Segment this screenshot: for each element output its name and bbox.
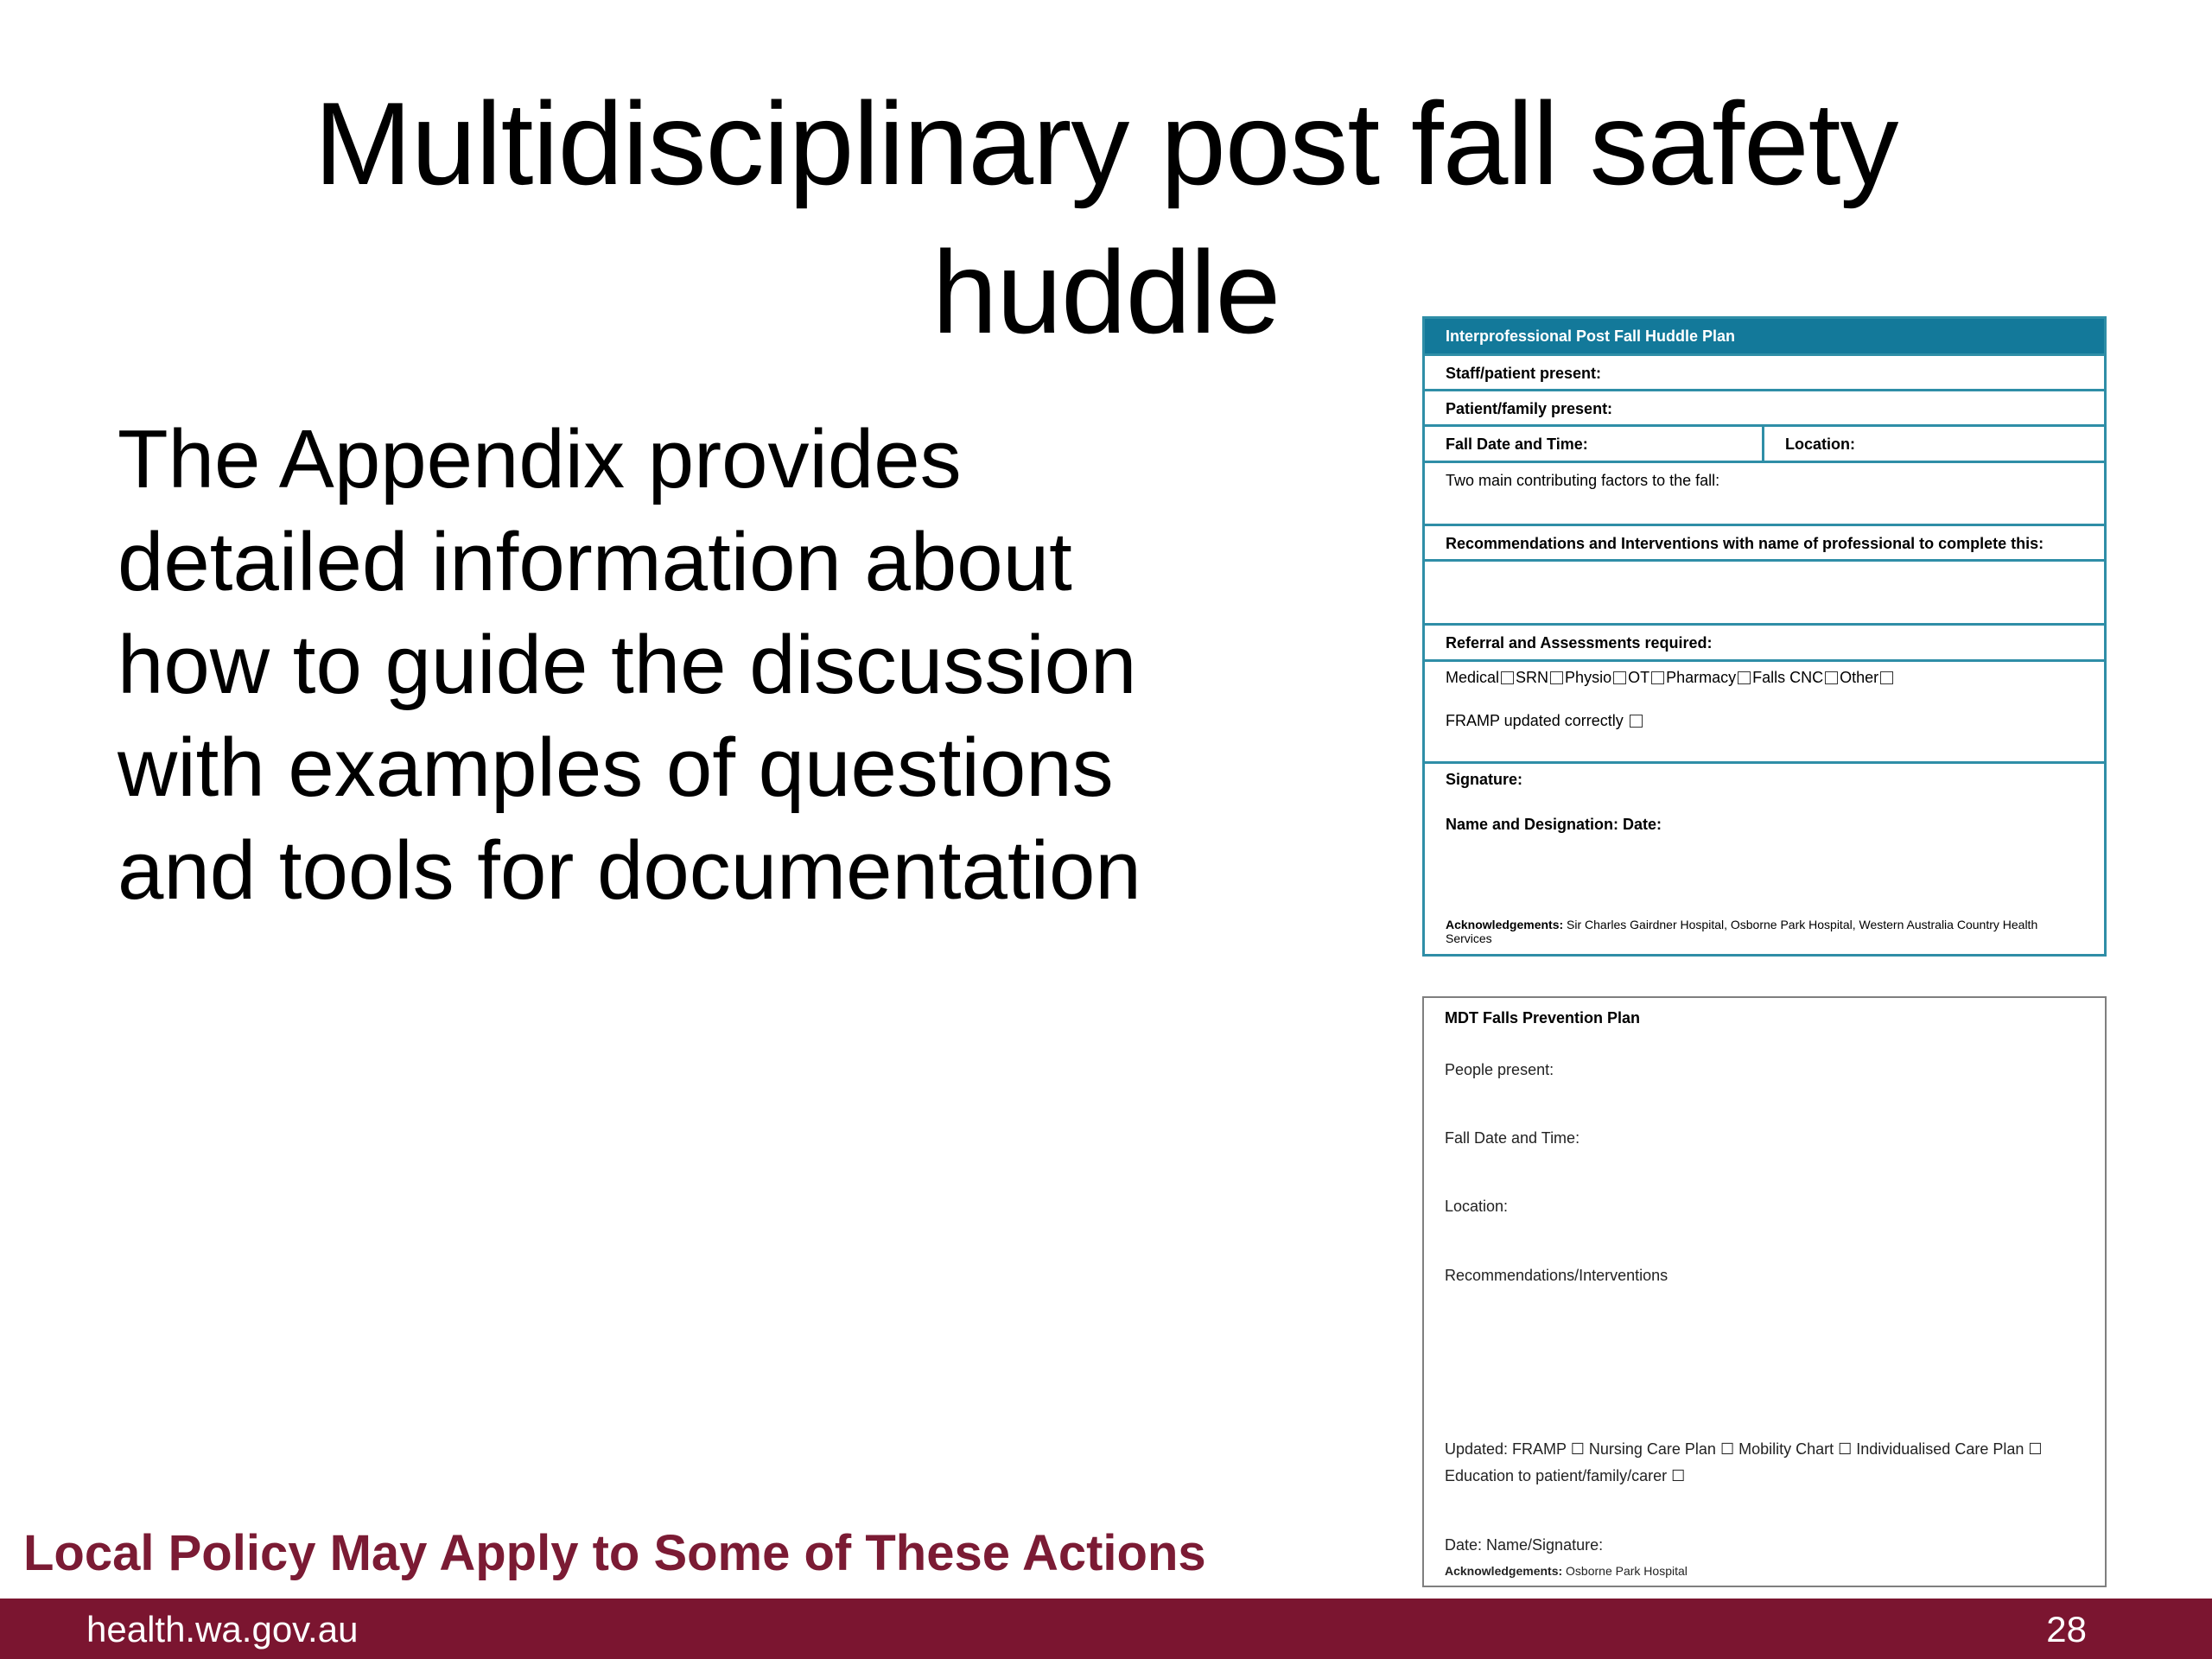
people-present-label: People present: [1445, 1061, 1554, 1078]
signature-label: Signature: [1446, 771, 1523, 788]
mdt-plan-title: MDT Falls Prevention Plan [1445, 1009, 1641, 1027]
patient-family-label: Patient/family present: [1446, 400, 1613, 417]
body-line: with examples of questions [118, 721, 1114, 814]
huddle-plan-form [1422, 316, 2107, 957]
body-text [118, 408, 1241, 922]
policy-note: Local Policy May Apply to Some of These Actions [23, 1525, 1206, 1581]
footer-site: health.wa.gov.au [86, 1609, 359, 1649]
checkbox[interactable] [1880, 671, 1893, 684]
fall-date-cell [1425, 427, 1764, 461]
checkbox[interactable] [1501, 671, 1514, 684]
ack-text: Osborne Park Hospital [1566, 1564, 1688, 1578]
signature-section [1425, 761, 2104, 959]
acknowledgements [1446, 918, 2085, 945]
checkbox[interactable] [1651, 671, 1664, 684]
framp-label: FRAMP updated correctly [1446, 712, 1624, 729]
option-physio: Physio [1565, 669, 1612, 686]
location-label: Location: [1445, 1198, 1509, 1215]
option-srn: SRN [1516, 669, 1549, 686]
staff-present-row [1425, 353, 2104, 389]
checkbox[interactable] [1825, 671, 1838, 684]
updated-line-1: Updated: FRAMP ☐ Nursing Care Plan ☐ Mobility Chart ☐ Individualised Care Plan ☐ [1445, 1440, 2043, 1458]
staff-present-label: Staff/patient present: [1446, 365, 1602, 382]
option-falls-cnc: Falls CNC [1752, 669, 1824, 686]
framp-checkbox[interactable] [1630, 715, 1643, 728]
fall-date-label: Fall Date and Time: [1445, 1129, 1580, 1147]
recommendations-blank-row [1425, 559, 2104, 623]
referral-options [1446, 669, 1895, 687]
body-line: detailed information about [118, 516, 1072, 608]
location-label: Location: [1785, 435, 1855, 453]
ack-text: Sir Charles Gairdner Hospital, Osborne Park Hospital, Western Australia Country Health Services [1446, 918, 2038, 945]
fall-date-label: Fall Date and Time: [1446, 435, 1588, 453]
checkbox[interactable] [1613, 671, 1626, 684]
ack-label: Acknowledgements: [1446, 918, 1564, 931]
contributing-factors-label: Two main contributing factors to the fall: [1446, 472, 1720, 489]
checkbox[interactable] [1550, 671, 1563, 684]
huddle-plan-header: Interprofessional Post Fall Huddle Plan [1425, 319, 2104, 353]
name-designation-label: Name and Designation: Date: [1446, 816, 1662, 833]
body-line: how to guide the discussion [118, 619, 1137, 711]
fall-date-location-row [1425, 424, 2104, 461]
framp-line [1446, 712, 1644, 730]
referral-row [1425, 623, 2104, 659]
checkbox[interactable] [1738, 671, 1751, 684]
ack-label: Acknowledgements: [1445, 1564, 1563, 1578]
recommendations-label: Recommendations and Interventions with name of professional to complete this: [1446, 535, 2044, 552]
option-medical: Medical [1446, 669, 1500, 686]
footer-bar [0, 1599, 2212, 1659]
location-cell [1764, 427, 2104, 461]
recommendations-row [1425, 524, 2104, 559]
title-line-1: Multidisciplinary post fall safety [314, 78, 1898, 209]
option-pharmacy: Pharmacy [1666, 669, 1737, 686]
referral-label: Referral and Assessments required: [1446, 634, 1713, 652]
mdt-falls-plan-form [1422, 996, 2107, 1587]
page-number: 28 [2046, 1609, 2087, 1649]
acknowledgements [1445, 1564, 1688, 1578]
patient-family-row [1425, 389, 2104, 424]
contributing-factors-row [1425, 461, 2104, 524]
date-signature-label: Date: Name/Signature: [1445, 1536, 1604, 1554]
updated-line-2: Education to patient/family/carer ☐ [1445, 1467, 1686, 1484]
body-line: The Appendix provides [118, 413, 962, 505]
title-line-2: huddle [931, 226, 1281, 358]
option-ot: OT [1628, 669, 1650, 686]
option-other: Other [1840, 669, 1879, 686]
recommendations-label: Recommendations/Interventions [1445, 1267, 1669, 1284]
body-line: and tools for documentation [118, 824, 1141, 917]
referral-options-row [1425, 659, 2104, 761]
